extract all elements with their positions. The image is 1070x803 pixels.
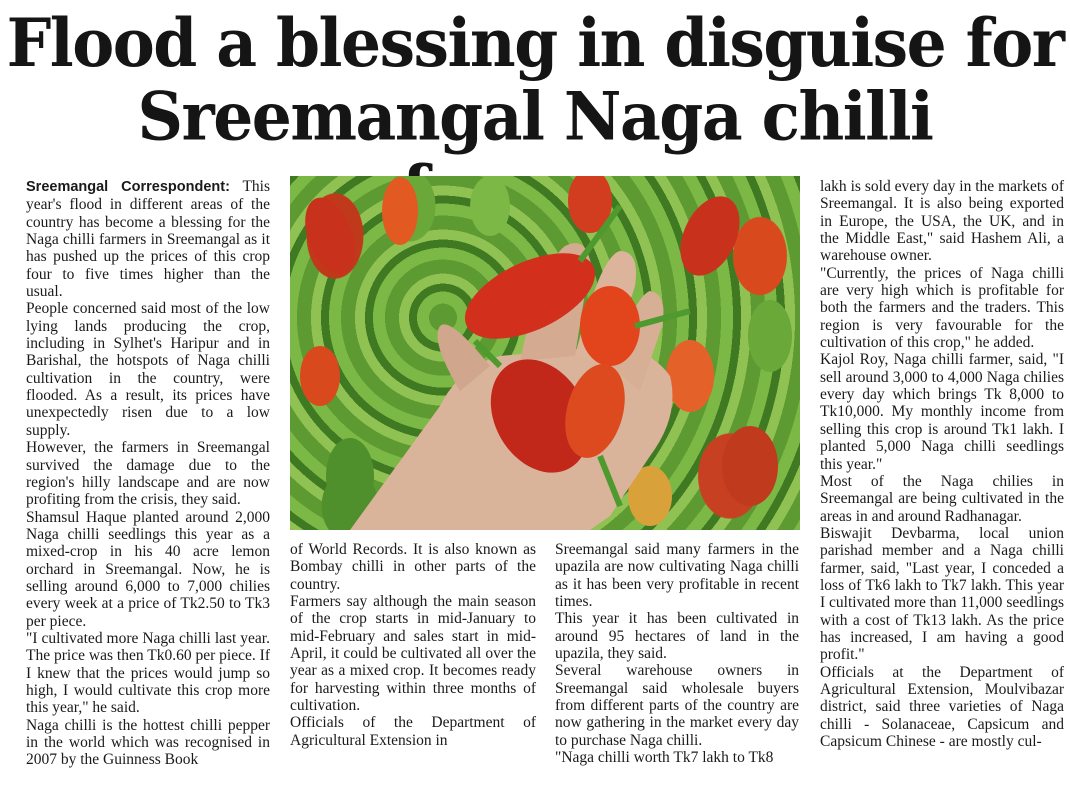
paragraph: lakh is sold every day in the markets of Sreemangal. It is also being exported in Europe, the USA, the UK, and in the Middle East," said Hashem Ali, a warehouse owner. (820, 178, 1064, 265)
paragraph: This year it has been cultivated in around 95 hectares of land in the upazila, they said. (555, 610, 799, 663)
paragraph: "I cultivated more Naga chilli last year. The price was then Tk0.60 per piece. If I knew that the prices would jump so high, I would cultivate this crop more this year," he said. (26, 629, 270, 717)
paragraph: Several warehouse owners in Sreemangal said wholesale buyers from different parts of the country are now gathering in the market every day to purchase Naga chilli. (555, 662, 799, 749)
paragraph: People concerned said most of the low lying lands producing the crop, including in Sylhet's Haripur and in Barishal, the hotspots of Naga chilli cultivation in the country, were flooded. As a result, its prices have unexpectedly risen due to a low supply. (26, 300, 270, 439)
article-column-4 (820, 178, 1064, 750)
article-column-3 (555, 541, 799, 766)
headline-line-1: Flood a blessing in disguise for (6, 3, 1064, 82)
paragraph: Biswajit Devbarma, local union parishad member and a Naga chilli farmer, said, "Last year, I conceded a loss of Tk6 lakh to Tk7 lakh. This year I cultivated more than 11,000 seedlings with a cost of Tk13 lakh. As the price has increased, I am having a good profit." (820, 524, 1064, 664)
paragraph: Most of the Naga chilies in Sreemangal are being cultivated in the areas in and around Radhanagar. (820, 472, 1064, 525)
byline: Sreemangal Correspondent: (26, 179, 230, 195)
headline-line-2: Sreemangal Naga chilli (137, 77, 933, 156)
paragraph: Officials at the Department of Agricultural Extension, Moulvibazar district, said three varieties of Naga chilli - Solanaceae, Capsicum and Capsicum Chinese - are mostly cul- (820, 663, 1064, 750)
paragraph: Naga chilli is the hottest chilli pepper in the world which was recognised in 2007 by the Guinness Book (26, 716, 270, 769)
paragraph: "Naga chilli worth Tk7 lakh to Tk8 (555, 749, 774, 767)
paragraph: "Currently, the prices of Naga chilli are very high which is profitable for both the farmers and the traders. This region is very favourable for the cultivation of this crop," he added. (820, 264, 1064, 352)
paragraph: Farmers say although the main season of the crop starts in mid-January to mid-February and sales start in mid-April, it could be cultivated all over the year as a mixed crop. It becomes ready for harvesting within three months of cultivation. (290, 593, 536, 715)
hand-holding-chillies-illustration (290, 176, 800, 530)
chilli-photo (290, 176, 800, 530)
paragraph: Sreemangal said many farmers in the upazila are now cultivating Naga chilli as it has been very profitable in recent times. (555, 541, 799, 611)
paragraph: Kajol Roy, Naga chilli farmer, said, "I sell around 3,000 to 4,000 Naga chilies every day which brings Tk 8,000 to Tk10,000. My monthly income from selling this crop is around Tk1 lakh. I planted 5,000 Naga chilli seedlings this year." (820, 351, 1064, 473)
paragraph: Officials of the Department of Agricultural Extension in (290, 714, 536, 749)
article-column-2 (290, 541, 536, 749)
lead-text: This year's flood in different areas of the country has become a blessing for the Naga chilli farmers in Sreemangal as it has pushed up the prices of this crop four to five times higher than the usual. (26, 178, 270, 301)
paragraph: Shamsul Haque planted around 2,000 Naga chilli seedlings this year as a mixed-crop in his 40 acre lemon orchard in Sreemangal. Now, he is selling around 6,000 to 7,000 chilies every week at a price of Tk2.50 to Tk3 per piece. (26, 508, 270, 630)
paragraph: However, the farmers in Sreemangal survived the damage due to the region's hilly landscape and are now profiting from the crisis, they said. (26, 439, 270, 509)
paragraph: of World Records. It is also known as Bombay chilli in other parts of the country. (290, 541, 536, 593)
paragraph (26, 178, 270, 300)
article-column-1 (26, 178, 270, 769)
